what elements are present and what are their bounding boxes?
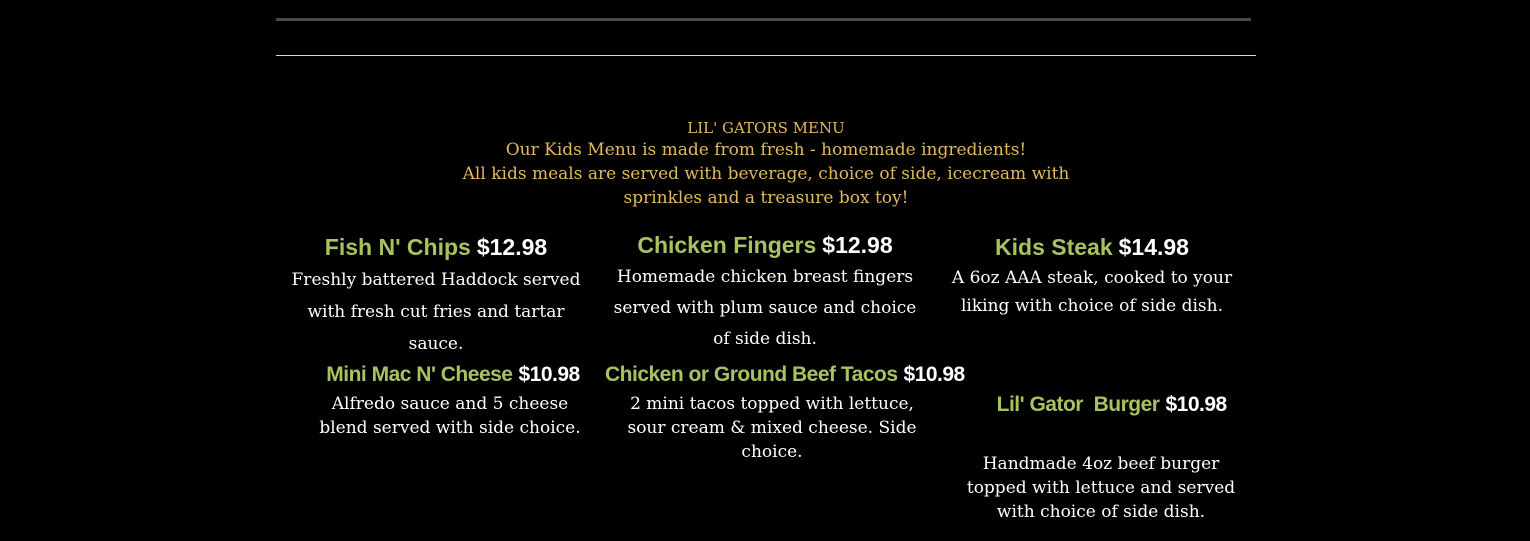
intro-line-3: sprinkles and a treasure box toy! — [623, 188, 909, 208]
menu-item-name: Kids Steak — [995, 234, 1113, 260]
menu-item-description: Handmade 4oz beef burger topped with lettuce and served with choice of side dish. — [966, 454, 1236, 522]
menu-item-description: Freshly battered Haddock served with fresh cut fries and tartar sauce. — [291, 270, 581, 354]
menu-item-description: Homemade chicken breast fingers served with plum sauce and choice of side dish. — [613, 267, 917, 349]
menu-item-name: Lil' Gator Burger — [996, 393, 1160, 416]
menu-item-price: $10.98 — [1165, 393, 1227, 416]
menu-item-name: Fish N' Chips — [324, 234, 471, 260]
menu-item-name: Chicken Fingers — [637, 232, 817, 258]
menu-item-title — [276, 232, 596, 262]
intro-line-2: All kids meals are served with beverage, choice of side, icecream with — [462, 164, 1070, 184]
menu-item-lil-gator-burger — [956, 360, 1246, 524]
menu-item-chicken-fingers — [605, 230, 925, 355]
menu-item-title — [932, 232, 1252, 262]
menu-item-mini-mac-n-cheese — [293, 360, 613, 440]
menu-item-description: 2 mini tacos topped with lettuce, sour cream & mixed cheese. Side choice. — [627, 394, 917, 462]
menu-item-tacos — [605, 360, 965, 464]
menu-item-price: $14.98 — [1118, 234, 1189, 260]
menu-item-price: $12.98 — [822, 232, 893, 258]
intro-line-1: Our Kids Menu is made from fresh - homemade ingredients! — [505, 140, 1027, 160]
menu-heading: LIL' GATORS MENU — [687, 119, 845, 137]
menu-item-title — [956, 360, 1246, 450]
top-divider — [276, 18, 1251, 21]
kids-menu-intro — [276, 118, 1256, 210]
menu-item-price: $12.98 — [476, 234, 548, 260]
menu-item-title — [605, 360, 965, 390]
menu-item-description: A 6oz AAA steak, cooked to your liking with choice of side dish. — [951, 268, 1233, 316]
section-divider — [276, 55, 1256, 56]
menu-item-title — [605, 230, 925, 260]
menu-item-price: $10.98 — [903, 363, 965, 386]
menu-item-kids-steak — [932, 232, 1252, 320]
menu-item-name: Mini Mac N' Cheese — [326, 363, 513, 386]
menu-item-fish-n-chips — [276, 232, 596, 360]
menu-item-name: Chicken or Ground Beef Tacos — [605, 363, 898, 386]
menu-item-title — [293, 360, 613, 390]
menu-item-description: Alfredo sauce and 5 cheese blend served with side choice. — [319, 394, 581, 438]
menu-item-price: $10.98 — [518, 363, 580, 386]
